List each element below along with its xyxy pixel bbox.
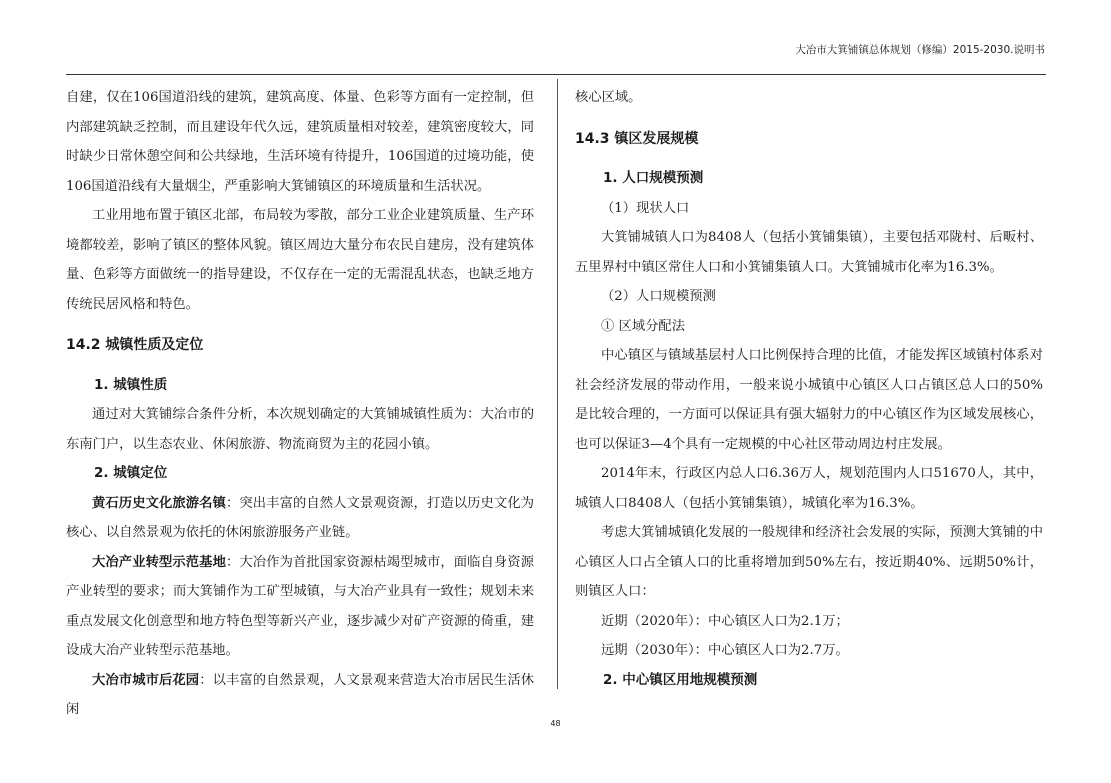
paragraph: 大冶市城市后花园：以丰富的自然景观，人文景观来营造大冶市居民生活休闲 <box>66 672 535 717</box>
column-divider <box>557 79 558 689</box>
paragraph: 大冶产业转型示范基地：大冶作为首批国家资源枯竭型城市，面临自身资源产业转型的要求；而大箕铺作为工矿型城镇，与大冶产业具有一致性；规划未来重点发展文化创意型和地方特色型等新兴产业，逐步减少对矿产资源的倚重，建设成大冶产业转型示范基地。 <box>66 554 535 658</box>
paragraph: 核心区域。 <box>575 90 642 105</box>
list-item: ① 区域分配法 <box>601 318 686 334</box>
header-rule <box>66 74 1046 75</box>
paragraph: 自建，仅在106国道沿线的建筑，建筑高度、体量、色彩等方面有一定控制，但内部建筑缺乏控制，而且建设年代久远，建筑质量相对较差，建筑密度较大，同时缺少日常休憩空间和公共绿地，生活环境有待提升，106国道的过境功能，使106国道沿线有大量烟尘，严重影响大箕铺镇区的环境质量和生活状况。 <box>66 90 534 194</box>
paragraph: 2014年末，行政区内总人口6.36万人，规划范围内人口51670人，其中，城镇人口8408人（包括小箕铺集镇），城镇化率为16.3%。 <box>575 466 1043 511</box>
bold-lead: 大冶市城市后花园 <box>92 672 200 688</box>
paragraph: 中心镇区与镇域基层村人口比例保持合理的比值，才能发挥区域镇村体系对社会经济发展的带动作用，一般来说小城镇中心镇区人口占镇区总人口的50%是比较合理的，一方面可以保证具有强大辐射力的中心镇区作为区域发展核心，也可以保证3—4个具有一定规模的中心社区带动周边村庄发展。 <box>575 348 1043 452</box>
list-item: （1）现状人口 <box>601 200 690 216</box>
section-heading-14-2: 14.2 城镇性质及定位 <box>66 337 204 353</box>
subheading-town-nature: 1. 城镇性质 <box>94 376 168 393</box>
list-item: （2）人口规模预测 <box>601 289 716 304</box>
paragraph: 近期（2020年）：中心镇区人口为2.1万； <box>601 613 849 629</box>
paragraph: 黄石历史文化旅游名镇：突出丰富的自然人文景观资源，打造以历史文化为核心、以自然景观为依托的休闲旅游服务产业链。 <box>66 495 535 540</box>
paragraph: 远期（2030年）：中心镇区人口为2.7万。 <box>601 643 849 658</box>
bold-lead: 黄石历史文化旅游名镇 <box>92 495 226 511</box>
left-column <box>66 83 534 725</box>
paragraph: 考虑大箕铺城镇化发展的一般规律和经济社会发展的实际，预测大箕铺的中心镇区人口占全镇人口的比重将增加到50%左右，按近期40%、远期50%计，则镇区人口： <box>575 525 1043 599</box>
right-column <box>575 83 1043 695</box>
subheading-town-positioning: 2. 城镇定位 <box>94 465 168 481</box>
paragraph: 工业用地布置于镇区北部，布局较为零散，部分工业企业建筑质量、生产环境都较差，影响了镇区的整体风貌。镇区周边大量分布农民自建房，没有建筑体量、色彩等方面做统一的指导建设，不仅存在一定的无需混乱状态，也缺乏地方传统民居风格和特色。 <box>66 208 534 312</box>
subheading-land-use: 2. 中心镇区用地规模预测 <box>603 671 758 688</box>
subheading-population: 1. 人口规模预测 <box>603 170 704 186</box>
page-number: 48 <box>550 719 561 728</box>
running-header: 大冶市大箕铺镇总体规划（修编）2015-2030.说明书 <box>795 44 1045 56</box>
paragraph: 大箕铺城镇人口为8408人（包括小箕铺集镇），主要包括邓陇村、后畈村、五里界村中镇区常住人口和小箕铺集镇人口。大箕铺城市化率为16.3%。 <box>575 230 1043 275</box>
paragraph: 通过对大箕铺综合条件分析，本次规划确定的大箕铺城镇性质为：大冶市的东南门户，以生态农业、休闲旅游、物流商贸为主的花园小镇。 <box>66 407 534 452</box>
bold-lead: 大冶产业转型示范基地 <box>92 554 226 570</box>
section-heading-14-3: 14.3 镇区发展规模 <box>575 130 699 147</box>
